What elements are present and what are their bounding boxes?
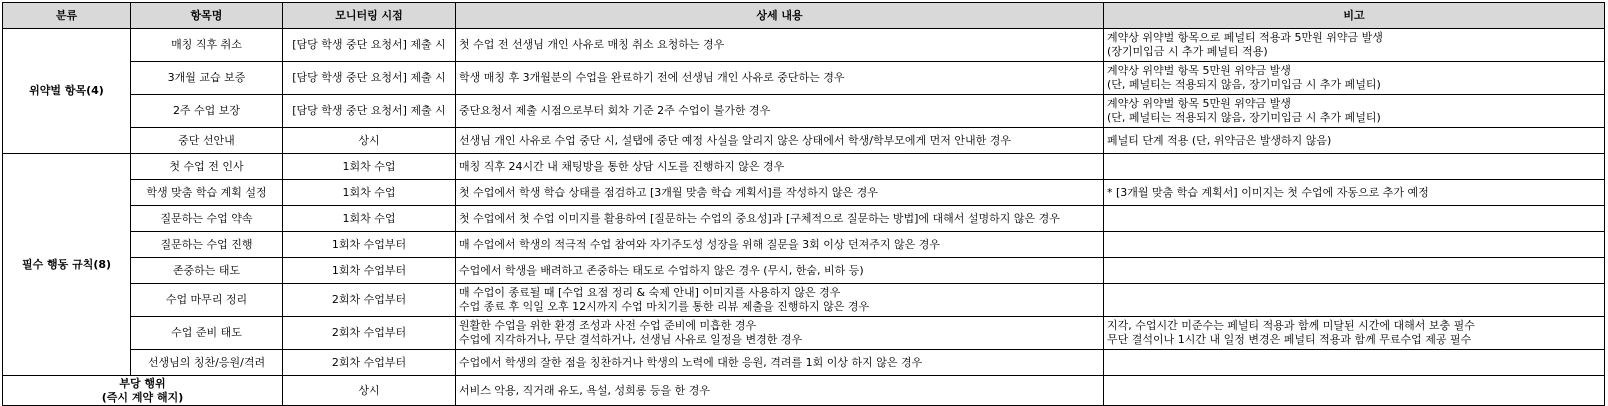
timing-cell: 1회차 수업부터 xyxy=(283,232,456,258)
table-row xyxy=(3,258,1605,284)
detail-cell xyxy=(456,284,1104,317)
note-line: 무단 결석이나 1시간 내 일정 변경은 페널티 적용과 함께 무료수업 제공 필수 xyxy=(1107,333,1472,346)
detail-cell: 중단요청서 제출 시점으로부터 회차 기준 2주 수업이 불가한 경우 xyxy=(456,95,1104,128)
table-row xyxy=(3,154,1605,180)
note-cell xyxy=(1104,95,1605,128)
table-row xyxy=(3,29,1605,62)
category-line: 부당 행위 xyxy=(119,376,166,390)
timing-cell: 2회차 수업부터 xyxy=(283,317,456,350)
item-cell: 질문하는 수업 약속 xyxy=(131,206,283,232)
header-row xyxy=(3,3,1605,29)
note-cell: 페널티 단계 적용 (단, 위약금은 발생하지 않음) xyxy=(1104,128,1605,154)
note-cell xyxy=(1104,206,1605,232)
item-cell: 2주 수업 보장 xyxy=(131,95,283,128)
item-cell: 수업 마무리 정리 xyxy=(131,284,283,317)
note-cell: * [3개월 맞춤 학습 계획서] 이미지는 첫 수업에 자동으로 추가 예정 xyxy=(1104,180,1605,206)
item-cell: 학생 맞춤 학습 계획 설정 xyxy=(131,180,283,206)
table-row xyxy=(3,232,1605,258)
note-cell xyxy=(1104,284,1605,317)
timing-cell: 상시 xyxy=(283,376,456,406)
header-detail: 상세 내용 xyxy=(456,3,1104,29)
timing-cell: 2회차 수업부터 xyxy=(283,284,456,317)
timing-cell: 1회차 수업부터 xyxy=(283,258,456,284)
item-cell: 첫 수업 전 인사 xyxy=(131,154,283,180)
category-cell xyxy=(3,376,283,406)
table-row xyxy=(3,376,1605,406)
note-cell xyxy=(1104,154,1605,180)
note-line: 계약상 위약벌 항목으로 페널티 적용과 5만원 위약금 발생 xyxy=(1107,31,1383,44)
detail-cell: 매칭 직후 24시간 내 채팅방을 통한 상담 시도를 진행하지 않은 경우 xyxy=(456,154,1104,180)
note-cell xyxy=(1104,350,1605,376)
table-row xyxy=(3,284,1605,317)
table-row xyxy=(3,180,1605,206)
category-cell: 필수 행동 규칙(8) xyxy=(3,154,131,376)
timing-cell: 상시 xyxy=(283,128,456,154)
note-line: (단, 페널티는 적용되지 않음, 장기미입금 시 추가 페널티) xyxy=(1107,78,1381,91)
table-row xyxy=(3,128,1605,154)
table-row xyxy=(3,95,1605,128)
note-cell xyxy=(1104,258,1605,284)
detail-line: 원활한 수업을 위한 환경 조성과 사전 수업 준비에 미흡한 경우 xyxy=(459,319,757,332)
item-cell: 존중하는 태도 xyxy=(131,258,283,284)
detail-cell: 첫 수업에서 첫 수업 이미지를 활용하여 [질문하는 수업의 중요성]과 [구체적으로 질문하는 방법]에 대해서 설명하지 않은 경우 xyxy=(456,206,1104,232)
note-cell xyxy=(1104,376,1605,406)
item-cell: 3개월 교습 보증 xyxy=(131,62,283,95)
detail-line: 매 수업이 종료될 때 [수업 요점 정리 & 숙제 안내] 이미지를 사용하지 않은 경우 xyxy=(459,286,841,299)
header-item: 항목명 xyxy=(131,3,283,29)
detail-cell: 학생 매칭 후 3개월분의 수업을 완료하기 전에 선생님 개인 사유로 중단하는 경우 xyxy=(456,62,1104,95)
detail-cell: 선생님 개인 사유로 수업 중단 시, 설탭에 중단 예정 사실을 알리지 않은 상태에서 학생/학부모에게 먼저 안내한 경우 xyxy=(456,128,1104,154)
note-line: 계약상 위약벌 항목 5만원 위약금 발생 xyxy=(1107,97,1291,110)
note-line: (단, 페널티는 적용되지 않음, 장기미입금 시 추가 페널티) xyxy=(1107,111,1381,124)
timing-cell: [담당 학생 중단 요청서] 제출 시 xyxy=(283,62,456,95)
detail-cell: 수업에서 학생을 배려하고 존중하는 태도로 수업하지 않은 경우 (무시, 한숨, 비하 등) xyxy=(456,258,1104,284)
item-cell: 선생님의 칭찬/응원/격려 xyxy=(131,350,283,376)
policy-table xyxy=(2,2,1605,406)
note-line: (장기미입금 시 추가 페널티 적용) xyxy=(1107,45,1268,58)
timing-cell: 1회차 수업 xyxy=(283,180,456,206)
note-cell xyxy=(1104,29,1605,62)
header-timing: 모니터링 시점 xyxy=(283,3,456,29)
table-row xyxy=(3,350,1605,376)
item-cell: 매칭 직후 취소 xyxy=(131,29,283,62)
table-row xyxy=(3,62,1605,95)
category-cell: 위약벌 항목(4) xyxy=(3,29,131,154)
detail-cell: 첫 수업 전 선생님 개인 사유로 매칭 취소 요청하는 경우 xyxy=(456,29,1104,62)
note-cell xyxy=(1104,62,1605,95)
timing-cell: 1회차 수업 xyxy=(283,154,456,180)
item-cell: 수업 준비 태도 xyxy=(131,317,283,350)
header-category: 분류 xyxy=(3,3,131,29)
note-cell xyxy=(1104,317,1605,350)
header-note: 비고 xyxy=(1104,3,1605,29)
detail-cell xyxy=(456,317,1104,350)
note-cell xyxy=(1104,232,1605,258)
item-cell: 질문하는 수업 진행 xyxy=(131,232,283,258)
detail-line: 수업 종료 후 익일 오후 12시까지 수업 마치기를 통한 리뷰 제출을 진행하지 않은 경우 xyxy=(459,300,870,313)
note-line: 계약상 위약벌 항목 5만원 위약금 발생 xyxy=(1107,64,1291,77)
detail-cell: 매 수업에서 학생의 적극적 수업 참여와 자기주도성 성장을 위해 질문을 3회 이상 던져주지 않은 경우 xyxy=(456,232,1104,258)
detail-cell: 서비스 악용, 직거래 유도, 욕설, 성희롱 등을 한 경우 xyxy=(456,376,1104,406)
detail-cell: 수업에서 학생의 잘한 점을 칭찬하거나 학생의 노력에 대한 응원, 격려를 1회 이상 하지 않은 경우 xyxy=(456,350,1104,376)
detail-cell: 첫 수업에서 학생 학습 상태를 점검하고 [3개월 맞춤 학습 계획서]를 작성하지 않은 경우 xyxy=(456,180,1104,206)
item-cell: 중단 선안내 xyxy=(131,128,283,154)
category-line: (즉시 계약 해지) xyxy=(101,390,184,404)
timing-cell: 2회차 수업부터 xyxy=(283,350,456,376)
note-line: 지각, 수업시간 미준수는 페널티 적용과 함께 미달된 시간에 대해서 보충 필수 xyxy=(1107,319,1475,332)
timing-cell: 1회차 수업 xyxy=(283,206,456,232)
timing-cell: [담당 학생 중단 요청서] 제출 시 xyxy=(283,95,456,128)
table-row xyxy=(3,206,1605,232)
detail-line: 수업에 지각하거나, 무단 결석하거나, 선생님 사유로 일정을 변경한 경우 xyxy=(459,333,803,346)
timing-cell: [담당 학생 중단 요청서] 제출 시 xyxy=(283,29,456,62)
table-row xyxy=(3,317,1605,350)
